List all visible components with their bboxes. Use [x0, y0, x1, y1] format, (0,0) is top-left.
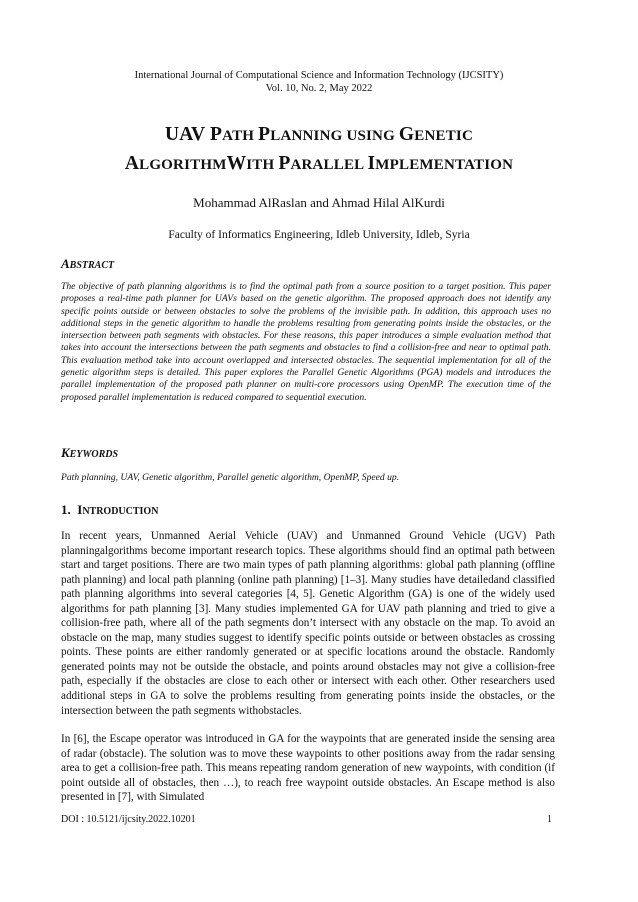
title-line-1: UAV PATH PLANNING USING GENETIC — [164, 124, 473, 145]
page-number: 1 — [547, 814, 552, 825]
affiliation: Faculty of Informatics Engineering, Idleb University, Idleb, Syria — [168, 229, 470, 241]
keywords-text: Path planning, UAV, Genetic algorithm, Parallel genetic algorithm, OpenMP, Speed up. — [61, 472, 400, 483]
introduction-paragraph-2: In [6], the Escape operator was introduced in GA for the waypoints that are generated inside the sensing area of radar (obstacle). The solution was to move these waypoints to other positions away from the radar sensing area to get a collision-free path. This means repeating random generation of new waypoints, with condition (if point outside all of obstacles, then …), to reach free waypoint outside obstacles. An Escape method is also presented in [7], with Simulated — [61, 733, 555, 804]
keywords-heading: KEYWORDS — [61, 445, 119, 460]
journal-header-line2: Vol. 10, No. 2, May 2022 — [265, 83, 373, 94]
paper-title — [40, 121, 598, 179]
title-line-2: ALGORITHMWITH PARALLEL IMPLEMENTATION — [124, 153, 514, 174]
abstract-heading: ABSTRACT — [61, 256, 115, 271]
introduction-paragraph-1: In recent years, Unmanned Aerial Vehicle (UAV) and Unmanned Ground Vehicle (UGV) Path planningalgorithms become important research topics. These algorithms should find an optimal path between start and target positions. There are two main types of path planning algorithms: global path planning (offline path planning) and local path planning (online path planning) [1–3]. Many studies have detailedand classified path planning algorithms into several categories [4, 5]. Genetic Algorithm (GA) is one of the widely used algorithms for path planning [3]. Many studies implemented GA for UAV path planning and tried to give a collision-free path, where all of the path segments don’t intersect with any obstacle on the map. To avoid an obstacle on the map, many studies suggest to identify specific points outside or between obstacles as crossing points. These points are either randomly generated or at specific locations around the obstacle. Randomly generated points may not be outside the obstacle, and points around obstacles may not give a collision-free path, especially if the obstacles are close to each other or intersect with each other. Other researchers used additional steps in GA to solve the problems resulting from generating points inside the obstacles, or the intersection between the path segments withobstacles. — [61, 530, 555, 717]
journal-header-line1: International Journal of Computational Science and Information Technology (IJCSITY) — [134, 70, 504, 81]
introduction-heading: 1. INTRODUCTION — [61, 502, 159, 517]
abstract-text: The objective of path planning algorithms is to find the optimal path from a source position to a target position. This paper proposes a real-time path planner for UAVs based on the genetic algorithm. The proposed approach does not identify any specific points outside or between obstacles to solve the problems of the invisible path. In addition, this approach uses no additional steps in the genetic algorithm to handle the problems resulting from generating points inside the obstacles, or the intersection between path segments with obstacles. For these reasons, this paper introduces a simple evaluation method that takes into account the intersections between the path segments and obstacles to find a collision-free and near to optimal path. This evaluation method take into account overlapped and intersected obstacles. The sequential implementation for all of the genetic algorithm steps is detailed. This paper explores the Parallel Genetic Algorithms (PGA) models and introduces the parallel implementation of the proposed path planner on multi-core processors using OpenMP. The execution time of the proposed parallel implementation is reduced compared to sequential execution. — [61, 281, 551, 403]
footer-doi: DOI : 10.5121/ijcsity.2022.10201 — [61, 814, 196, 825]
author-list: Mohammad AlRaslan and Ahmad Hilal AlKurdi — [193, 195, 445, 210]
